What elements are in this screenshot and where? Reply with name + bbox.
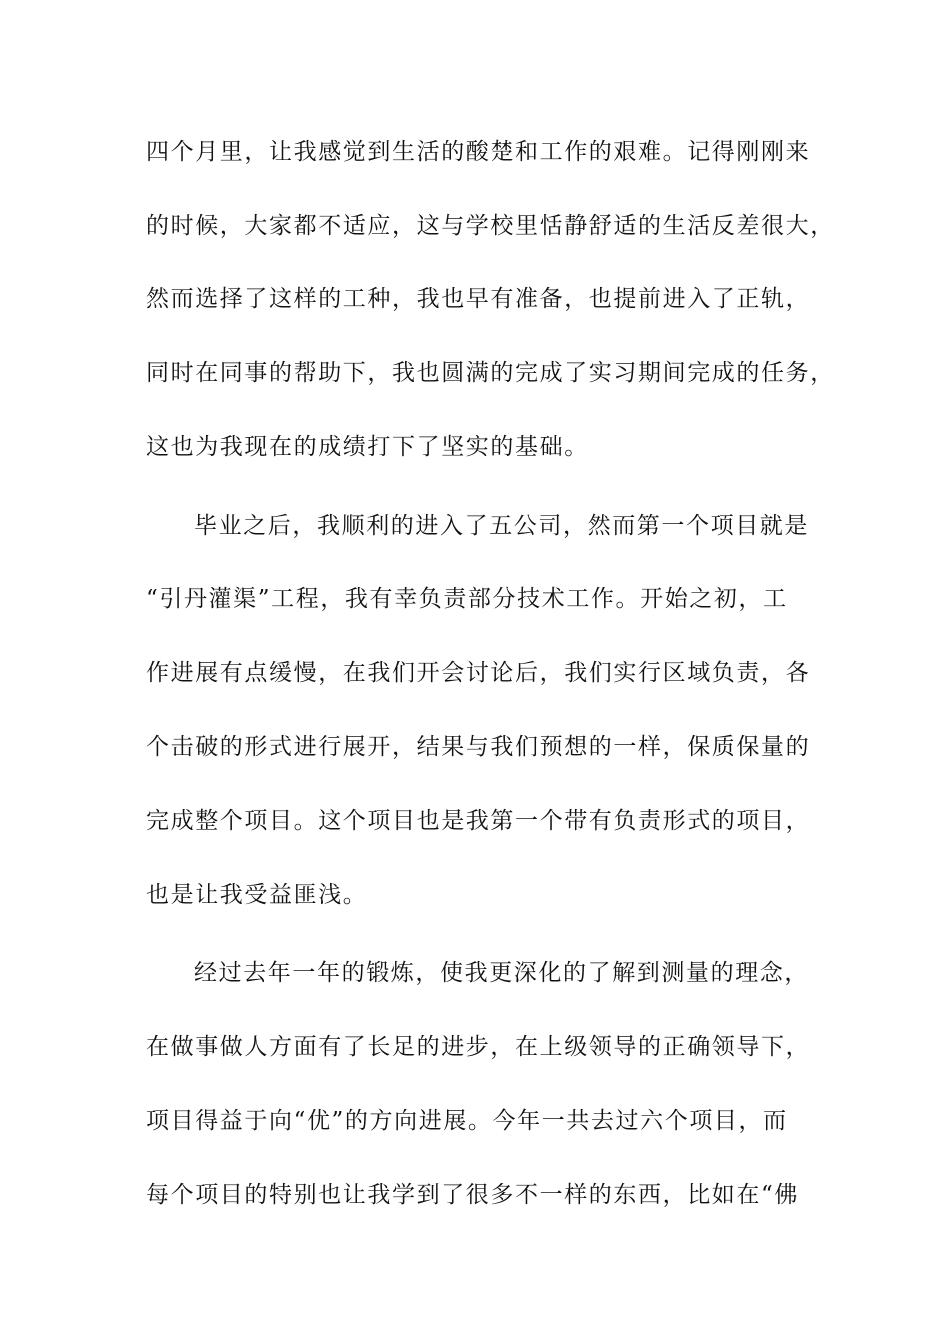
text-line-7: “引丹灌渠”工程，我有幸负责部分技术工作。开始之初，工	[146, 586, 788, 612]
text-line-1: 四个月里，让我感觉到生活的酸楚和工作的艰难。记得刚刚来	[146, 139, 811, 165]
text-line-8: 作进展有点缓慢，在我们开会讨论后，我们实行区域负责，各	[146, 660, 811, 686]
text-line-4: 同时在同事的帮助下，我也圆满的完成了实习期间完成的任务，	[146, 360, 835, 386]
text-line-10: 完成整个项目。这个项目也是我第一个带有负责形式的项目，	[146, 808, 811, 834]
text-line-11: 也是让我受益匪浅。	[146, 882, 368, 908]
text-line-13: 在做事做人方面有了长足的进步，在上级领导的正确领导下，	[146, 1034, 811, 1060]
text-line-15: 每个项目的特别也让我学到了很多不一样的东西，比如在“佛	[146, 1182, 799, 1208]
text-line-2: 的时候，大家都不适应，这与学校里恬静舒适的生活反差很大，	[146, 213, 835, 239]
text-line-14: 项目得益于向“优”的方向进展。今年一共去过六个项目，而	[146, 1108, 788, 1134]
paragraph-2-first-line: 毕业之后，我顺利的进入了五公司，然而第一个项目就是	[194, 513, 809, 539]
paragraph-3-first-line: 经过去年一年的锻炼，使我更深化的了解到测量的理念，	[194, 960, 809, 986]
text-line-5: 这也为我现在的成绩打下了坚实的基础。	[146, 434, 589, 460]
text-line-9: 个击破的形式进行展开，结果与我们预想的一样，保质保量的	[146, 734, 811, 760]
text-line-3: 然而选择了这样的工种，我也早有准备，也提前进入了正轨，	[146, 286, 811, 312]
